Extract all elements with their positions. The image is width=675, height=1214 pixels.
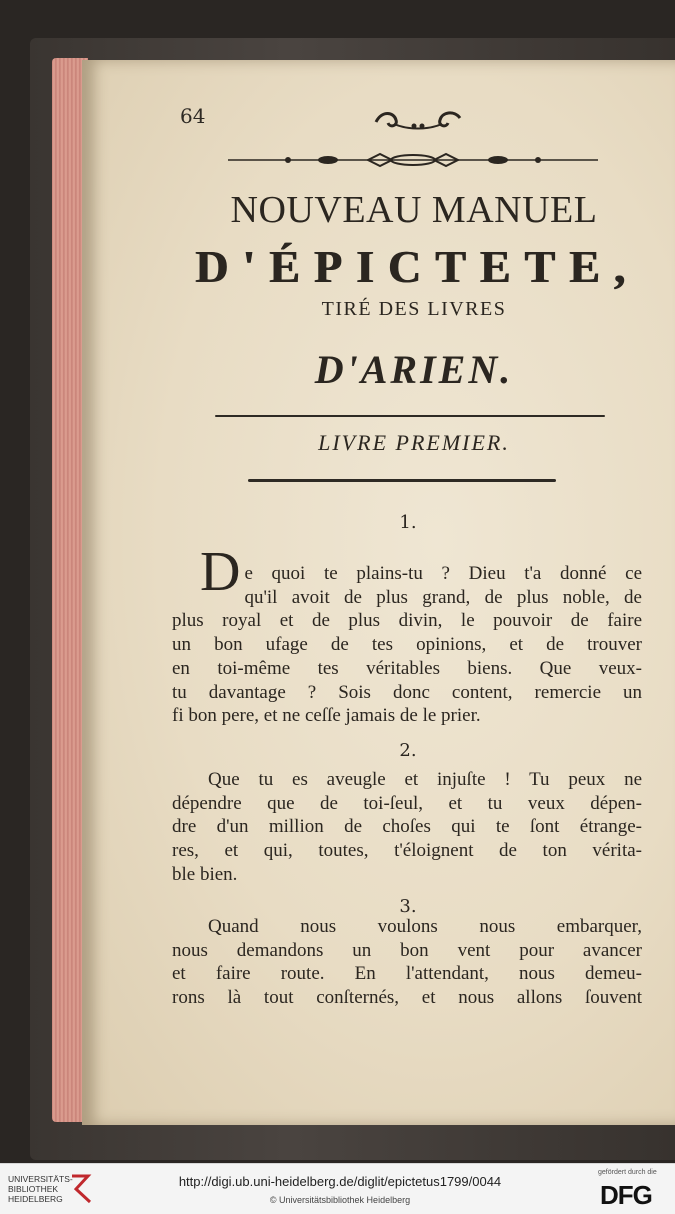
section-number: 2. bbox=[399, 740, 417, 761]
title-line-3: TIRÉ DES LIVRES bbox=[321, 298, 507, 320]
text-line: nous demandons un bon vent pour avancer bbox=[172, 939, 642, 961]
viewer-footer bbox=[0, 1163, 675, 1214]
text-line: ble bien. bbox=[172, 863, 238, 885]
dfg-logo: DFG bbox=[600, 1180, 652, 1210]
text-line: qu'il avoit de plus grand, de plus noble, de bbox=[244, 586, 642, 608]
text-line: fi bon pere, et ne ceſſe jamais de le prier. bbox=[172, 705, 481, 727]
text-line: dre d'un million de choſes qui te ſont étrange- bbox=[172, 816, 642, 838]
drop-capital: D bbox=[200, 541, 241, 603]
copyright-notice: © Universitätsbibliothek Heidelberg bbox=[269, 1195, 411, 1205]
text-line: en toi-même tes véritables biens. Que veux- bbox=[172, 657, 642, 679]
text-line: tu davantage ? Sois donc content, remercie un bbox=[172, 681, 642, 703]
text-line: un bon ufage de tes opinions, et de trouver bbox=[172, 634, 642, 656]
text-line: Que tu es aveugle et injuſte ! Tu peux ne bbox=[208, 769, 642, 790]
section-1-text bbox=[172, 541, 642, 728]
title-line-1: NOUVEAU MANUEL bbox=[230, 189, 598, 231]
section-number: 1. bbox=[399, 512, 417, 533]
title-line-2: D'ÉPICTETE, bbox=[194, 241, 640, 292]
text-line: et faire route. En l'attendant, nous demeu- bbox=[172, 963, 642, 985]
ornamental-rule bbox=[228, 151, 598, 169]
text-line: rons là tout conſternés, et nous allons ſouvent bbox=[172, 987, 642, 1009]
funding-note: gefördert durch die bbox=[598, 1169, 657, 1176]
divider-rule-bottom bbox=[248, 479, 556, 482]
section-number: 3. bbox=[399, 896, 417, 917]
permalink-url[interactable]: http://digi.ub.uni-heidelberg.de/diglit/epictetus1799/0044 bbox=[178, 1174, 502, 1189]
text-line: plus royal et de plus divin, le pouvoir de faire bbox=[172, 610, 642, 632]
text-line: dépendre que de toi-ſeul, et tu veux dépen- bbox=[172, 792, 642, 814]
text-line: e quoi te plains-tu ? Dieu t'a donné ce bbox=[244, 563, 642, 584]
library-name: UNIVERSITÄTS- BIBLIOTHEK HEIDELBERG bbox=[8, 1174, 73, 1204]
text-line: res, et qui, toutes, t'éloignent de ton vérita- bbox=[172, 840, 642, 862]
page-number: 64 bbox=[180, 104, 206, 128]
book-heading: LIVRE PREMIER. bbox=[318, 430, 510, 455]
divider-rule-top bbox=[215, 415, 605, 417]
fleuron-ornament-icon bbox=[372, 108, 464, 134]
library-logo-icon bbox=[68, 1172, 94, 1206]
section-2-text bbox=[172, 768, 642, 887]
section-3-text bbox=[172, 915, 642, 1010]
text-line: Quand nous voulons nous embarquer, bbox=[208, 916, 642, 937]
title-line-4: D'ARIEN. bbox=[314, 347, 514, 392]
